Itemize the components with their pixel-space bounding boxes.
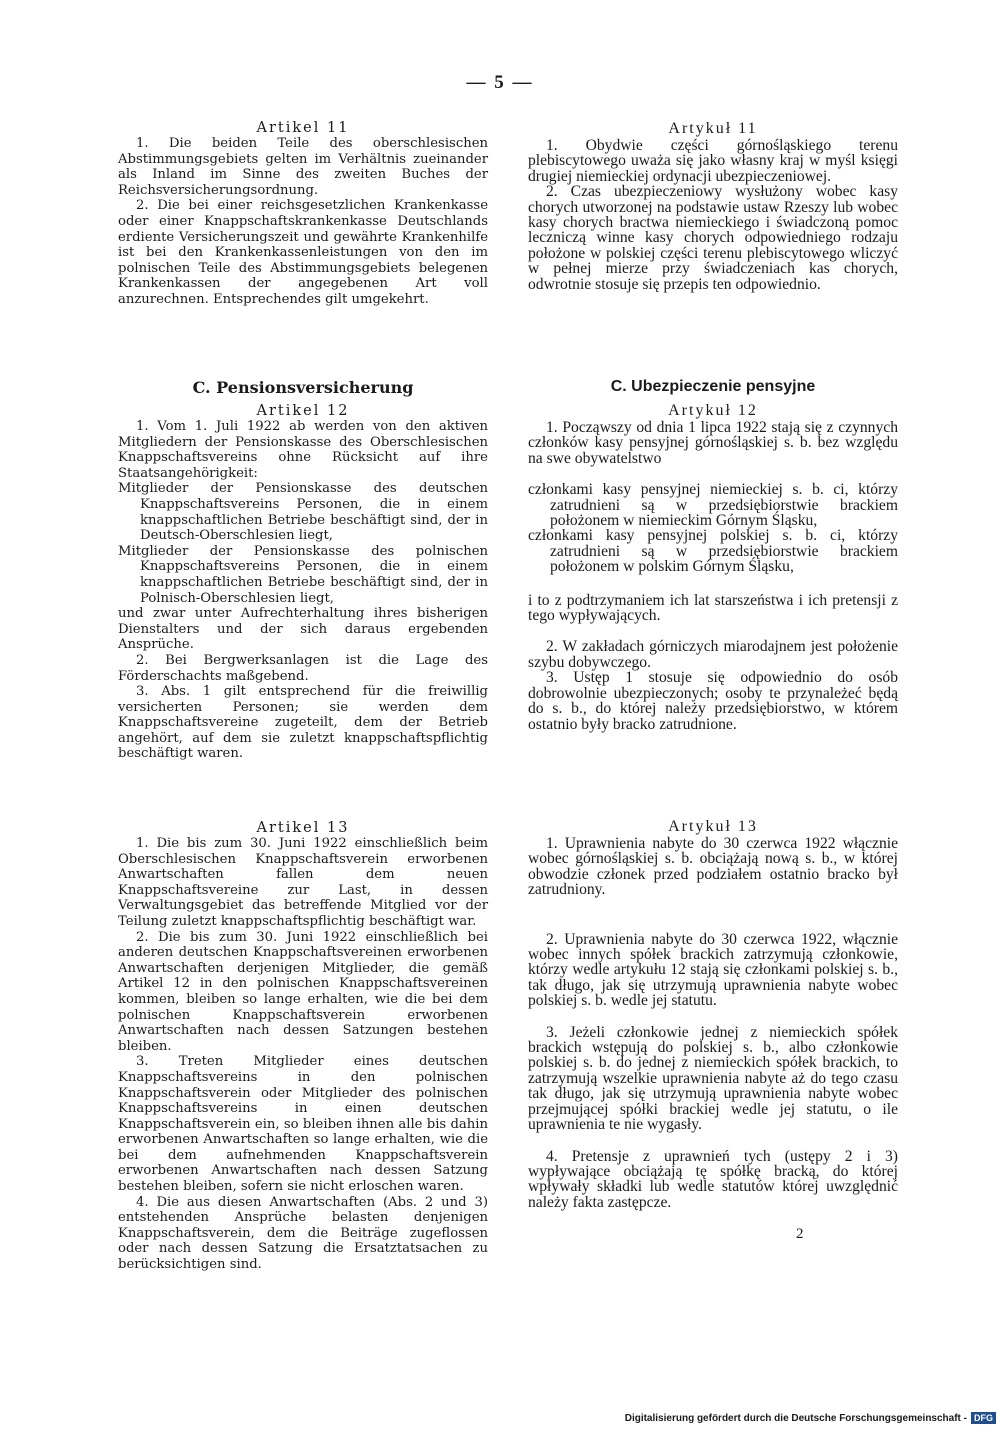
dfg-logo: DFG xyxy=(971,1412,996,1424)
article-12-para-3-de: 3. Abs. 1 gilt entsprechend für die freiwillig versicherten Personen; sie werden dem Knappschaftsvereine zugeteilt, dem der Betrieb angehört, auf dem sie zuletzt knappschaftspflichtig beschäftigt waren. xyxy=(118,684,488,762)
article-12-para-3-pl: 3. Ustęp 1 stosuje się odpowiednio do osób dobrowolnie ubezpieczonych; osoby te przynależeć będą do s. b., do której należy przedsiębiorstwo, w którem ostatnio były bracko zatrudnione. xyxy=(528,669,898,733)
section-c-heading-pl: C. Ubezpieczenie pensyjne xyxy=(610,378,816,395)
article-13-para-1-de: 1. Die bis zum 30. Juni 1922 einschließlich beim Oberschlesischen Knappschaftsverein erworbenen Anwartschaften fallen dem neuen Knappschaftsvereine zur Last, in dessen Verwaltungsgebiet das betreffende Mitglied vor der Teilung zuletzt knappschaftspflichtig beschäftigt war. xyxy=(118,836,488,929)
article-12-para-1-de: 1. Vom 1. Juli 1922 ab werden von den aktiven Mitgliedern der Pensionskasse des Oberschlesischen Knappschaftsvereins ohne Rücksicht auf ihre Staatsangehörigkeit: xyxy=(118,419,488,481)
page-number: — 5 — xyxy=(466,72,534,93)
article-11-para-2-pl: 2. Czas ubezpieczeniowy wysłużony wobec kasy chorych utworzonej na podstawie ustaw Rzeszy lub wobec kasy chorych bractwa niemieckiego i świadczoną pomoc leczniczą winne kasy chorych odpowiedniego rodzaju położone w polskiej części terenu plebiscytowego wliczyć w pełnej mierze przy świadczeniach kas chorych, odwrotnie stosuje się przepis ten odpowiednio. xyxy=(528,183,898,293)
article-13-para-2-pl: 2. Uprawnienia nabyte do 30 czerwca 1922, włącznie wobec innych spółek brackich zatrzymują członkowie, którzy wedle artykułu 12 stają się członkami polskiej s. b., tak długo, jak się utrzymują uprawnienia nabyte wobec polskiej s. b. wedle jej statutu. xyxy=(528,930,898,1010)
article-12-para-2-de: 2. Bei Bergwerksanlagen ist die Lage des Förderschachts maßgebend. xyxy=(118,652,488,684)
article-12-para-2-pl: 2. W zakładach górniczych miarodajnem jest położenie szybu dobywczego. xyxy=(528,638,898,671)
article-12-bullet-1-pl: członkami kasy pensyjnej niemieckiej s. b. ci, którzy zatrudnieni są w przedsiębiorstwie brackiem położonem w niemieckim Górnym Śląsku, xyxy=(528,481,898,530)
footer-text: Digitalisierung gefördert durch die Deutsche Forschungsgemeinschaft - xyxy=(624,1412,967,1424)
article-12-para-1-pl: 1. Począwszy od dnia 1 lipca 1922 stają się z czynnych członków kasy pensyjnej górnośląskiej s. b. bez względu na swe obywatelstwo xyxy=(528,419,898,467)
article-12-para-1b-pl: i to z podtrzymaniem ich lat starszeństwa i ich pretensji z tego wypływających. xyxy=(528,591,898,625)
article-13-title-pl: Artykuł 13 xyxy=(668,818,758,835)
article-13-para-1-pl: 1. Uprawnienia nabyte do 30 czerwca 1922 włącznie wobec górnośląskiej s. b. obciążają nową s. b., w której obwodzie członek przed podziałem ostatnio bracko był zatrudniony. xyxy=(528,835,898,899)
article-11-para-1-de: 1. Die beiden Teile des oberschlesischen Abstimmungsgebiets gelten im Verhältnis zueinander als Inland im Sinne des zweiten Buches der Reichsversicherungsordnung. xyxy=(118,136,488,198)
article-12-bullet-1-de: Mitglieder der Pensionskasse des deutschen Knappschaftsvereins Personen, die in einem knappschaftlichen Betriebe beschäftigt sind, der in Deutsch-Oberschlesien liegt, xyxy=(118,481,488,544)
article-11-para-2-de: 2. Die bei einer reichsgesetzlichen Krankenkasse oder einer Knappschaftskrankenkasse Deutschlands erdiente Versicherungszeit und gewährte Krankenhilfe ist bei den Krankenkassenleistungen von den im polnischen Teile des Abstimmungsgebiets belegenen Krankenkassen der angegebenen Art voll anzurechnen. Entsprechendes gilt umgekehrt. xyxy=(118,198,488,307)
article-12-title-pl: Artykuł 12 xyxy=(668,402,758,419)
article-13-para-3-de: 3. Treten Mitglieder eines deutschen Knappschaftsvereins in den polnischen Knappschaftsverein oder Mitglieder des polnischen Knappschaftsvereins in einen deutschen Knappschaftsverein ein, so bleiben ihnen alle bis dahin erworbenen Anwartschaften so lange erhalten, wie die bei dem aufnehmenden Knappschaftsverein erworbenen Anwartschaften nach dessen Satzung bestehen bleiben, sofern sie nicht erloschen waren. xyxy=(118,1054,488,1195)
article-13-para-4-pl: 4. Pretensje z uprawnień tych (ustępy 2 i 3) wypływające obciążają tę spółkę bracką, do której wpływały składki lub wedle statutów której uwzględnić należy fakta zastępcze. xyxy=(528,1147,898,1211)
article-11-para-1-pl: 1. Obydwie części górnośląskiego terenu plebiscytowego uważa się jako własny kraj w myśl księgi drugiej niemieckiej ordynacji ubezpieczeniowej. xyxy=(528,137,898,185)
article-13-para-3-pl: 3. Jeżeli członkowie jednej z niemieckich spółek brackich wstępują do polskiej s. b., albo członkowie polskiej s. b. do jednej z niemieckich spółek brackich, to zatrzymują wszelkie uprawnienia nabyte aż do tego czasu tak długo, jak się utrzymują uprawnienia nabyte wobec przejmującej spółki brackiej wedle jej statutu, o ile uprawnienia te nie wygasły. xyxy=(528,1023,898,1134)
article-11-title-de: Artikel 11 xyxy=(256,120,350,136)
article-12-para-1b-de: und zwar unter Aufrechterhaltung ihres bisherigen Dienstalters und der sich daraus ergebenden Ansprüche. xyxy=(118,606,488,653)
article-12-bullet-2-de: Mitglieder der Pensionskasse des polnischen Knappschaftsvereins Personen, die in einem knappschaftlichen Betriebe beschäftigt sind, der in Polnisch-Oberschlesien liegt, xyxy=(118,543,488,606)
article-12-bullet-2-pl: członkami kasy pensyjnej polskiej s. b. ci, którzy zatrudnieni są w przedsiębiorstwie brackiem położonem w polskim Górnym Śląsku, xyxy=(528,527,898,576)
article-11-title-pl: Artykuł 11 xyxy=(668,120,758,137)
article-12-title-de: Artikel 12 xyxy=(256,403,350,419)
section-c-heading-de: C. Pensionsversicherung xyxy=(192,378,414,397)
sheet-number: 2 xyxy=(796,1226,804,1242)
article-13-para-2-de: 2. Die bis zum 30. Juni 1922 einschließlich bei anderen deutschen Knappschaftsvereinen erworbenen Anwartschaften derjenigen Mitglieder, die gemäß Artikel 12 in den polnischen Knappschaftsvereinen kommen, bleiben so lange erhalten, wie die bei dem polnischen Knappschaftsverein erworbenen Anwartschaften nach dessen Satzungen bestehen bleiben. xyxy=(118,929,488,1054)
article-13-para-4-de: 4. Die aus diesen Anwartschaften (Abs. 2 und 3) entstehenden Ansprüche belasten denjenigen Knappschaftsverein, dem die Beiträge zugeflossen oder nach dessen Satzung die Ersatztatsachen zu berücksichtigen sind. xyxy=(118,1194,488,1273)
digitization-footer xyxy=(625,1412,996,1424)
article-13-title-de: Artikel 13 xyxy=(256,820,350,836)
